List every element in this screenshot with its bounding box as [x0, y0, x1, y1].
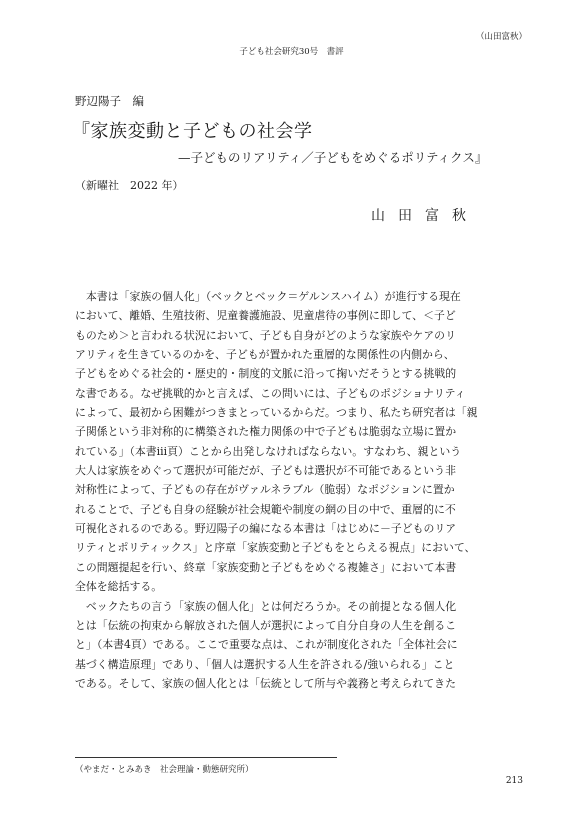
- body-line: 子関係という非対称的に構築された権力関係の中で子どもは脆弱な立場に置か: [75, 425, 457, 439]
- running-author: （山田富秋）: [475, 32, 527, 42]
- body-line: れることで、子ども自身の経験が社会規範や制度の網の目の中で、重層的に不: [75, 502, 456, 516]
- body-line: 対称性によって、子どもの存在がヴァルネラブル（脆弱）なポジションに置か: [75, 483, 455, 497]
- body-line: れている」（本書ⅲ頁）ことから出発しなければならない。すなわち、親という: [75, 444, 462, 458]
- book-title: 『家族変動と子どもの社会学: [72, 121, 313, 142]
- body-line: において、離婚、生殖技術、児童養護施設、児童虐待の事例に即して、＜子ど: [75, 309, 456, 323]
- publisher-line: （新曜社 2022 年）: [75, 179, 184, 192]
- body-line: である。そして、家族の個人化とは「伝統として所与や義務と考えられてきた: [75, 676, 456, 690]
- body-line: とは「伝統の拘束から解放された個人が選択によって自分自身の人生を創るこ: [75, 618, 457, 632]
- body-line: ベックたちの言う「家族の個人化」とは何だろうか。その前提となる個人化: [75, 599, 457, 613]
- body-line: と」（本書4頁）である。ここで重要な点は、これが制度化された「全体社会に: [75, 638, 458, 652]
- body-line: 全体を総括する。: [75, 580, 163, 594]
- footnote-divider: [75, 757, 337, 758]
- book-subtitle: —子どものリアリティ／子どもをめぐるポリティクス』: [178, 150, 488, 165]
- reviewer-name: 山田富秋: [371, 208, 479, 224]
- page-number: 213: [505, 776, 523, 786]
- body-line: 大人は家族をめぐって選択が可能だが、子どもは選択が不可能であるという非: [75, 464, 456, 478]
- body-line: 本書は「家族の個人化」（ベックとベック＝ゲルンスハイム）が進行する現在: [75, 290, 461, 303]
- body-line: リティとポリティックス」と序章「家族変動と子どもをとらえる視点」において、: [75, 541, 476, 555]
- body-line: 子どもをめぐる社会的・歴史的・制度的文脈に沿って掬いだそうとする挑戦的: [75, 367, 457, 381]
- body-line: 基づく構造原理」であり、「個人は選択する人生を許される/強いられる」こと: [75, 657, 455, 671]
- body-line: によって、最初から困難がつきまとっているからだ。つまり、私たち研究者は「親: [75, 406, 478, 420]
- journal-header: 子ども社会研究30号 書評: [239, 47, 344, 57]
- author-affiliation-footnote: （やまだ・とみあき 社会理論・動態研究所）: [75, 765, 254, 775]
- body-line: この問題提起を行い、終章「家族変動と子どもをめぐる複雑さ」において本書: [75, 560, 457, 574]
- body-line: ものため＞と言われる状況において、子ども自身がどのような家族やケアのリ: [75, 328, 456, 342]
- editor-line: 野辺陽子 編: [75, 94, 144, 108]
- body-line: な書である。なぜ挑戦的かと言えば、この問いには、子どものポジショナリティ: [75, 386, 466, 400]
- review-body: [75, 287, 515, 693]
- body-line: アリティを生きているのかを、子どもが置かれた重層的な関係性の内側から、: [75, 348, 455, 362]
- body-line: 可視化されるのである。野辺陽子の編になる本書は「はじめに－子どものリア: [75, 522, 457, 536]
